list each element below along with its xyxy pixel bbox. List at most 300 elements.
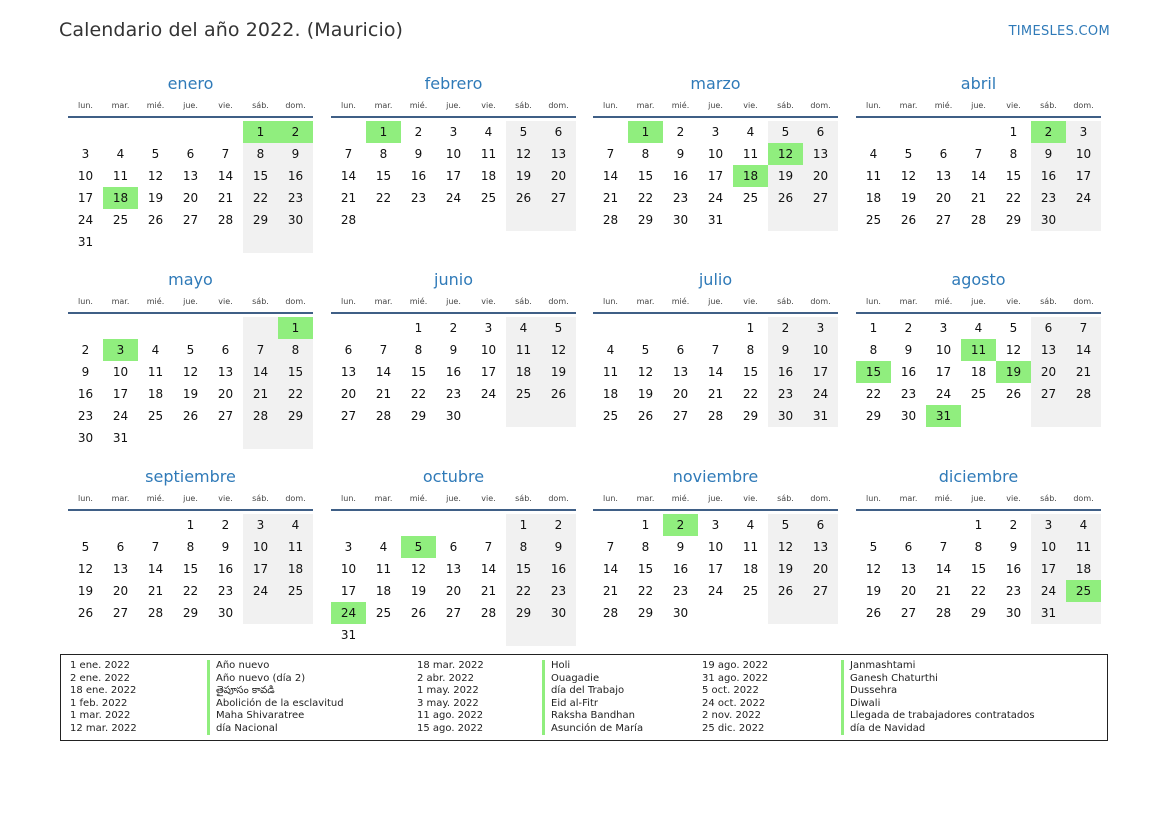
day-cell: 28 [217,213,234,227]
legend-holiday-name: Janmashtami [841,660,1035,673]
day-cell: 23 [287,191,304,205]
day-cell: 25 [375,606,392,620]
day-cell: 29 [970,606,987,620]
day-cell: 6 [344,343,353,357]
day-cell: 8 [641,540,650,554]
day-cell: 2 [1009,518,1018,532]
holiday-day-cell: 3 [103,339,138,361]
month-name: julio [698,270,733,289]
month-marzo [593,74,838,254]
day-cell: 6 [186,147,195,161]
weekday-label: jue. [708,494,723,503]
day-cell: 24 [812,387,829,401]
legend-date: 12 mar. 2022 [70,722,137,734]
weekday-label: vie. [218,297,233,306]
day-cell: 5 [186,343,195,357]
legend-holiday-name: Ganesh Chaturthi [841,673,1035,686]
day-cell: 19 [147,191,164,205]
legend-dates-column [70,660,137,735]
weekday-label: vie. [481,494,496,503]
day-cell: 16 [217,562,234,576]
weekday-label: sáb. [252,494,269,503]
day-cell: 9 [781,343,790,357]
day-cell: 20 [812,562,829,576]
day-cell: 24 [1075,191,1092,205]
day-cell: 3 [1079,125,1088,139]
day-cell: 16 [1040,169,1057,183]
weekday-label: lun. [866,494,881,503]
day-cell: 25 [742,191,759,205]
day-cell: 18 [480,169,497,183]
day-cell: 22 [182,584,199,598]
day-cell: 20 [182,191,199,205]
day-cell: 14 [252,365,269,379]
day-cell: 2 [781,321,790,335]
holiday-day-cell: 1 [278,317,313,339]
day-cell: 5 [554,321,563,335]
day-cell: 24 [252,584,269,598]
header-rule [331,509,576,511]
day-cell: 12 [515,147,532,161]
day-cell: 13 [217,365,234,379]
day-cell: 21 [970,191,987,205]
day-cell: 13 [1040,343,1057,357]
legend-holiday-name: Año nuevo (día 2) [207,673,344,686]
weekday-label: mar. [636,494,655,503]
day-cell: 6 [449,540,458,554]
day-cell: 23 [1040,191,1057,205]
day-cell: 13 [550,147,567,161]
day-cell: 4 [484,125,493,139]
day-cell: 11 [112,169,129,183]
day-cell: 1 [1009,125,1018,139]
day-cell: 16 [900,365,917,379]
weekday-label: dom. [285,101,306,110]
day-cell: 10 [1075,147,1092,161]
day-cell: 29 [410,409,427,423]
day-cell: 18 [742,562,759,576]
day-cell: 15 [287,365,304,379]
holiday-day-cell: 1 [628,121,663,143]
day-cell: 8 [379,147,388,161]
legend-date: 1 may. 2022 [417,685,479,696]
legend-date: 2 nov. 2022 [702,710,761,721]
weekday-label: vie. [1006,297,1021,306]
day-cell: 9 [449,343,458,357]
day-cell: 16 [1005,562,1022,576]
day-cell: 1 [641,518,650,532]
legend-date: 19 ago. 2022 [702,660,769,671]
day-cell: 18 [515,365,532,379]
day-cell: 8 [869,343,878,357]
day-cell: 10 [480,343,497,357]
day-cell: 12 [182,365,199,379]
day-cell: 19 [637,387,654,401]
legend-holiday-name: Diwali [841,698,1035,711]
day-cell: 24 [1040,584,1057,598]
day-cell: 30 [445,409,462,423]
day-cell: 20 [217,387,234,401]
month-julio [593,270,838,450]
day-cell: 22 [970,584,987,598]
weekday-label: mié. [409,101,428,110]
day-cell: 5 [81,540,90,554]
weekday-label: vie. [481,101,496,110]
month-diciembre [856,467,1101,647]
day-cell: 8 [291,343,300,357]
holiday-day-cell: 24 [331,602,366,624]
weekday-label: dom. [1073,101,1094,110]
month-enero [68,74,313,254]
day-cell: 25 [742,584,759,598]
weekday-label: jue. [446,101,461,110]
day-cell: 26 [777,584,794,598]
day-cell: 5 [869,540,878,554]
day-cell: 26 [410,606,427,620]
weekday-label: jue. [971,101,986,110]
month-name: mayo [168,270,213,289]
holiday-day-cell: 31 [926,405,961,427]
holiday-day-cell: 19 [996,361,1031,383]
day-cell: 10 [112,365,129,379]
day-cell: 9 [1009,540,1018,554]
legend-holiday-name: Llegada de trabajadores contratados [841,710,1035,723]
weekday-label: dom. [810,101,831,110]
day-cell: 31 [340,628,357,642]
weekday-label: mié. [934,297,953,306]
legend-date: 2 ene. 2022 [70,672,130,684]
day-cell: 29 [287,409,304,423]
day-cell: 20 [1040,365,1057,379]
day-cell: 28 [1075,387,1092,401]
day-cell: 12 [637,365,654,379]
day-cell: 27 [935,213,952,227]
day-cell: 18 [602,387,619,401]
day-cell: 25 [480,191,497,205]
day-cell: 17 [935,365,952,379]
legend-date: 24 oct. 2022 [702,697,766,709]
day-cell: 12 [410,562,427,576]
month-name: febrero [424,74,483,93]
day-cell: 21 [375,387,392,401]
day-cell: 19 [777,169,794,183]
day-cell: 8 [519,540,528,554]
day-cell: 2 [81,343,90,357]
header-rule [331,312,576,314]
weekday-label: dom. [548,101,569,110]
day-cell: 11 [1075,540,1092,554]
day-cell: 30 [1005,606,1022,620]
legend-holiday-name: Eid al-Fitr [542,698,643,711]
legend-date: 1 ene. 2022 [70,660,130,671]
month-mayo [68,270,313,450]
weekday-label: lun. [341,494,356,503]
weekday-label: dom. [285,297,306,306]
day-cell: 16 [672,169,689,183]
day-cell: 22 [375,191,392,205]
day-cell: 3 [1044,518,1053,532]
day-cell: 7 [939,540,948,554]
day-cell: 14 [602,562,619,576]
day-cell: 9 [221,540,230,554]
day-cell: 3 [816,321,825,335]
month-abril [856,74,1101,254]
legend-date: 18 ene. 2022 [70,685,137,696]
day-cell: 27 [812,584,829,598]
day-cell: 25 [970,387,987,401]
day-cell: 9 [414,147,423,161]
day-cell: 23 [445,387,462,401]
header-rule [593,509,838,511]
day-cell: 7 [606,147,615,161]
day-cell: 21 [147,584,164,598]
day-cell: 30 [1040,213,1057,227]
legend-holiday-name: Holi [542,660,643,673]
month-name: diciembre [938,467,1019,486]
day-cell: 19 [182,387,199,401]
weekday-label: vie. [1006,494,1021,503]
day-cell: 22 [742,387,759,401]
legend-date: 11 ago. 2022 [417,710,484,721]
day-cell: 14 [707,365,724,379]
day-cell: 20 [672,387,689,401]
day-cell: 11 [742,147,759,161]
day-cell: 27 [812,191,829,205]
day-cell: 11 [480,147,497,161]
weekday-label: mar. [636,101,655,110]
day-cell: 12 [1005,343,1022,357]
month-name: enero [167,74,214,93]
legend-date: 25 dic. 2022 [702,722,765,734]
day-cell: 15 [375,169,392,183]
day-cell: 30 [77,431,94,445]
day-cell: 10 [445,147,462,161]
page-title: Calendario del año 2022. (Mauricio) [59,19,404,41]
day-cell: 10 [812,343,829,357]
month-name: septiembre [145,467,236,486]
day-cell: 26 [515,191,532,205]
weekday-label: jue. [708,101,723,110]
day-cell: 1 [746,321,755,335]
weekday-label: mié. [409,494,428,503]
weekday-label: jue. [183,494,198,503]
day-cell: 3 [939,321,948,335]
day-cell: 2 [904,321,913,335]
day-cell: 27 [182,213,199,227]
day-cell: 11 [742,540,759,554]
weekday-label: mié. [146,494,165,503]
day-cell: 13 [935,169,952,183]
day-cell: 10 [935,343,952,357]
weekday-label: sáb. [515,297,532,306]
day-cell: 17 [812,365,829,379]
weekday-label: jue. [446,494,461,503]
weekday-label: sáb. [777,494,794,503]
month-name: octubre [422,467,485,486]
day-cell: 22 [865,387,882,401]
day-cell: 29 [637,606,654,620]
day-cell: 23 [900,387,917,401]
month-septiembre [68,467,313,647]
day-cell: 17 [340,584,357,598]
day-cell: 27 [672,409,689,423]
day-cell: 27 [445,606,462,620]
day-cell: 22 [410,387,427,401]
day-cell: 24 [77,213,94,227]
month-febrero [331,74,576,254]
weekday-label: jue. [708,297,723,306]
weekday-label: mar. [111,494,130,503]
legend-holiday-name: día del Trabajo [542,685,643,698]
weekday-label: jue. [183,101,198,110]
weekday-label: jue. [183,297,198,306]
weekday-label: dom. [810,297,831,306]
weekday-label: sáb. [1040,494,1057,503]
day-cell: 4 [291,518,300,532]
header-rule [593,116,838,118]
day-cell: 28 [147,606,164,620]
day-cell: 3 [711,125,720,139]
legend-holiday-name: Asunción de María [542,723,643,736]
day-cell: 10 [252,540,269,554]
holiday-day-cell: 11 [961,339,996,361]
legend-date: 18 mar. 2022 [417,660,484,671]
day-cell: 20 [445,584,462,598]
day-cell: 2 [554,518,563,532]
day-cell: 24 [935,387,952,401]
day-cell: 18 [1075,562,1092,576]
day-cell: 10 [340,562,357,576]
holiday-day-cell: 15 [856,361,891,383]
day-cell: 18 [865,191,882,205]
day-cell: 23 [1005,584,1022,598]
day-cell: 17 [1040,562,1057,576]
holiday-day-cell: 1 [366,121,401,143]
day-cell: 25 [147,409,164,423]
day-cell: 31 [1040,606,1057,620]
day-cell: 20 [112,584,129,598]
day-cell: 30 [550,606,567,620]
day-cell: 25 [602,409,619,423]
day-cell: 7 [1079,321,1088,335]
day-cell: 23 [77,409,94,423]
day-cell: 17 [77,191,94,205]
day-cell: 5 [641,343,650,357]
day-cell: 27 [900,606,917,620]
day-cell: 22 [637,191,654,205]
header-rule [331,116,576,118]
weekday-label: sáb. [515,101,532,110]
day-cell: 21 [602,191,619,205]
day-cell: 11 [375,562,392,576]
day-cell: 28 [602,606,619,620]
day-cell: 3 [484,321,493,335]
day-cell: 13 [340,365,357,379]
weekday-label: dom. [548,494,569,503]
day-cell: 17 [112,387,129,401]
day-cell: 16 [777,365,794,379]
day-cell: 30 [672,606,689,620]
weekday-label: mié. [671,494,690,503]
day-cell: 25 [865,213,882,227]
legend-names-column [542,660,643,735]
day-cell: 23 [550,584,567,598]
weekday-label: mar. [899,101,918,110]
day-cell: 21 [707,387,724,401]
day-cell: 4 [869,147,878,161]
day-cell: 18 [375,584,392,598]
legend-date: 1 feb. 2022 [70,697,128,709]
day-cell: 6 [1044,321,1053,335]
weekday-label: mié. [146,297,165,306]
day-cell: 19 [865,584,882,598]
legend-dates-column [702,660,768,735]
day-cell: 6 [221,343,230,357]
day-cell: 15 [637,169,654,183]
weekday-label: sáb. [252,101,269,110]
day-cell: 16 [410,169,427,183]
day-cell: 5 [1009,321,1018,335]
weekday-label: sáb. [1040,297,1057,306]
month-name: abril [960,74,997,93]
weekday-label: jue. [446,297,461,306]
day-cell: 12 [550,343,567,357]
day-cell: 19 [77,584,94,598]
weekday-label: vie. [481,297,496,306]
day-cell: 8 [641,147,650,161]
day-cell: 9 [291,147,300,161]
day-cell: 27 [550,191,567,205]
header-rule [68,312,313,314]
day-cell: 17 [252,562,269,576]
weekday-label: mié. [671,297,690,306]
day-cell: 3 [256,518,265,532]
day-cell: 21 [1075,365,1092,379]
brand-link[interactable]: TIMESLES.COM [1008,24,1110,39]
weekday-label: lun. [603,101,618,110]
month-agosto [856,270,1101,450]
day-cell: 17 [707,169,724,183]
day-cell: 19 [515,169,532,183]
day-cell: 4 [379,540,388,554]
holiday-day-cell: 2 [1031,121,1066,143]
month-name: marzo [690,74,741,93]
day-cell: 12 [77,562,94,576]
day-cell: 6 [676,343,685,357]
weekday-label: lun. [603,494,618,503]
day-cell: 12 [865,562,882,576]
weekday-label: mar. [374,101,393,110]
holiday-day-cell: 25 [1066,580,1101,602]
holiday-day-cell: 12 [768,143,803,165]
month-junio [331,270,576,450]
day-cell: 27 [217,409,234,423]
holiday-day-cell: 2 [278,121,313,143]
day-cell: 23 [672,191,689,205]
day-cell: 17 [707,562,724,576]
day-cell: 20 [340,387,357,401]
weekday-label: dom. [285,494,306,503]
day-cell: 14 [935,562,952,576]
weekday-label: lun. [78,297,93,306]
weekday-label: lun. [341,101,356,110]
day-cell: 2 [221,518,230,532]
day-cell: 25 [112,213,129,227]
day-cell: 24 [112,409,129,423]
day-cell: 1 [974,518,983,532]
holiday-day-cell: 2 [663,514,698,536]
legend-holiday-name: día Nacional [207,723,344,736]
